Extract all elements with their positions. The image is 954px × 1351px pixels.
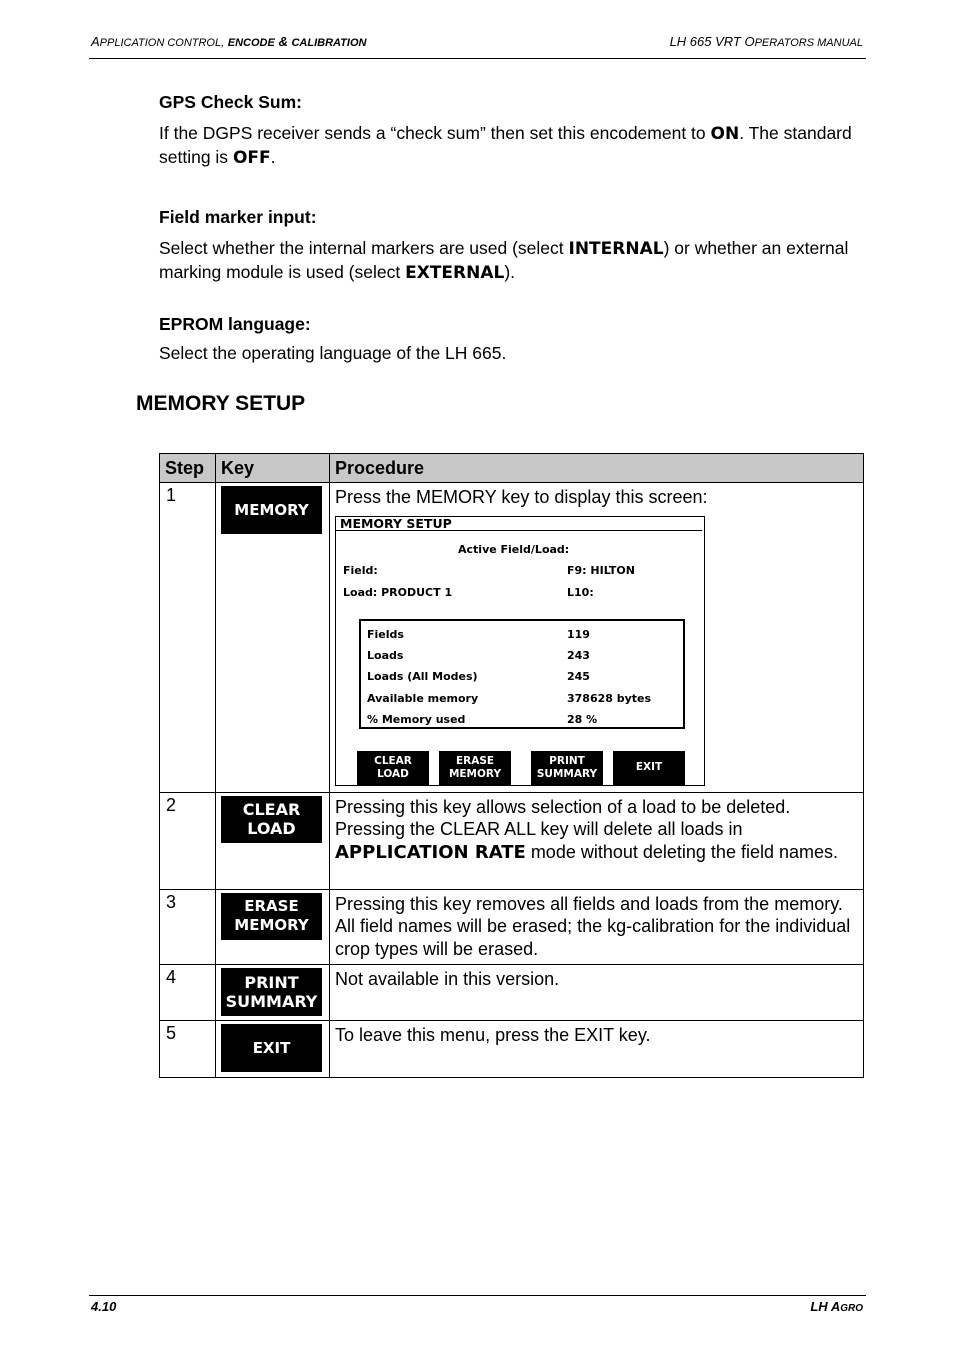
key-cell (216, 1021, 330, 1078)
field-value: F9: HILTON (567, 563, 635, 577)
table-row (160, 483, 864, 793)
header-rule (89, 58, 866, 59)
field-label: Field: (343, 563, 378, 577)
table-row (160, 965, 864, 1021)
key-cell (216, 889, 330, 965)
screen-erase-memory-button[interactable]: ERASE MEMORY (439, 751, 511, 785)
print-summary-key-button[interactable]: PRINT SUMMARY (221, 968, 322, 1016)
step-number: 5 (160, 1021, 216, 1078)
stat-value: 28 % (567, 712, 598, 726)
stat-label: Loads (367, 648, 404, 662)
procedure-cell: Not available in this version. (330, 965, 864, 1021)
procedure-cell: To leave this menu, press the EXIT key. (330, 1021, 864, 1078)
field-marker-text: Select whether the internal markers are used (select INTERNAL) or whether an external marking module is used (select EXTERNAL). (159, 238, 849, 283)
eprom-language-heading: EPROM language: (159, 314, 311, 334)
gps-check-sum-text: If the DGPS receiver sends a “check sum” then set this encodement to ON. The standard setting is OFF. (159, 123, 852, 168)
memory-setup-screen (335, 516, 705, 786)
step-number: 1 (160, 483, 216, 793)
step-number: 4 (160, 965, 216, 1021)
stat-label: % Memory used (367, 712, 466, 726)
procedure-text: Press the MEMORY key to display this screen: (335, 487, 708, 507)
clear-load-key-button[interactable]: CLEAR LOAD (221, 796, 322, 843)
key-cell (216, 965, 330, 1021)
running-header-right: LH 665 VRT OPERATORS MANUAL (669, 34, 863, 49)
screen-title: MEMORY SETUP (336, 517, 702, 531)
memory-setup-title: MEMORY SETUP (136, 392, 306, 415)
running-footer-right: LH AGRO (810, 1299, 863, 1314)
procedure-cell: Pressing this key allows selection of a load to be deleted. Pressing the CLEAR ALL key will delete all loads in APPLICATION RATE mode without deleting the field names. (330, 792, 864, 889)
screen-print-summary-button[interactable]: PRINT SUMMARY (531, 751, 603, 785)
footer-rule (89, 1295, 866, 1296)
stat-value: 245 (567, 669, 590, 683)
column-header-step: Step (160, 454, 216, 483)
key-cell (216, 483, 330, 793)
eprom-language-text: Select the operating language of the LH 665. (159, 343, 507, 363)
gps-check-sum-heading: GPS Check Sum: (159, 92, 302, 112)
memory-stats-box (359, 619, 685, 729)
stat-label: Loads (All Modes) (367, 669, 478, 683)
stat-value: 378628 bytes (567, 691, 652, 705)
active-field-load-label: Active Field/Load: (458, 542, 570, 556)
procedure-cell (330, 483, 864, 793)
exit-key-button[interactable]: EXIT (221, 1024, 322, 1072)
stat-label: Available memory (367, 691, 479, 705)
stat-value: 243 (567, 648, 590, 662)
column-header-key: Key (216, 454, 330, 483)
key-cell (216, 792, 330, 889)
page-number: 4.10 (91, 1299, 117, 1314)
load-label: Load: PRODUCT 1 (343, 585, 453, 599)
column-header-procedure: Procedure (330, 454, 864, 483)
table-row (160, 792, 864, 889)
procedure-table (159, 453, 864, 1078)
stat-value: 119 (567, 627, 590, 641)
step-number: 3 (160, 889, 216, 965)
table-row (160, 889, 864, 965)
stat-label: Fields (367, 627, 404, 641)
table-row (160, 1021, 864, 1078)
procedure-cell: Pressing this key removes all fields and loads from the memory. All field names will be erased; the kg-calibration for the individual crop types will be erased. (330, 889, 864, 965)
table-header-row (160, 454, 864, 483)
screen-clear-load-button[interactable]: CLEAR LOAD (357, 751, 429, 785)
erase-memory-key-button[interactable]: ERASE MEMORY (221, 893, 322, 940)
memory-key-button[interactable]: MEMORY (221, 486, 322, 534)
screen-exit-button[interactable]: EXIT (613, 751, 685, 785)
load-value: L10: (567, 585, 594, 599)
field-marker-heading: Field marker input: (159, 207, 317, 227)
step-number: 2 (160, 792, 216, 889)
running-header-left: APPLICATION CONTROL, ENCODE & CALIBRATION (91, 34, 367, 49)
